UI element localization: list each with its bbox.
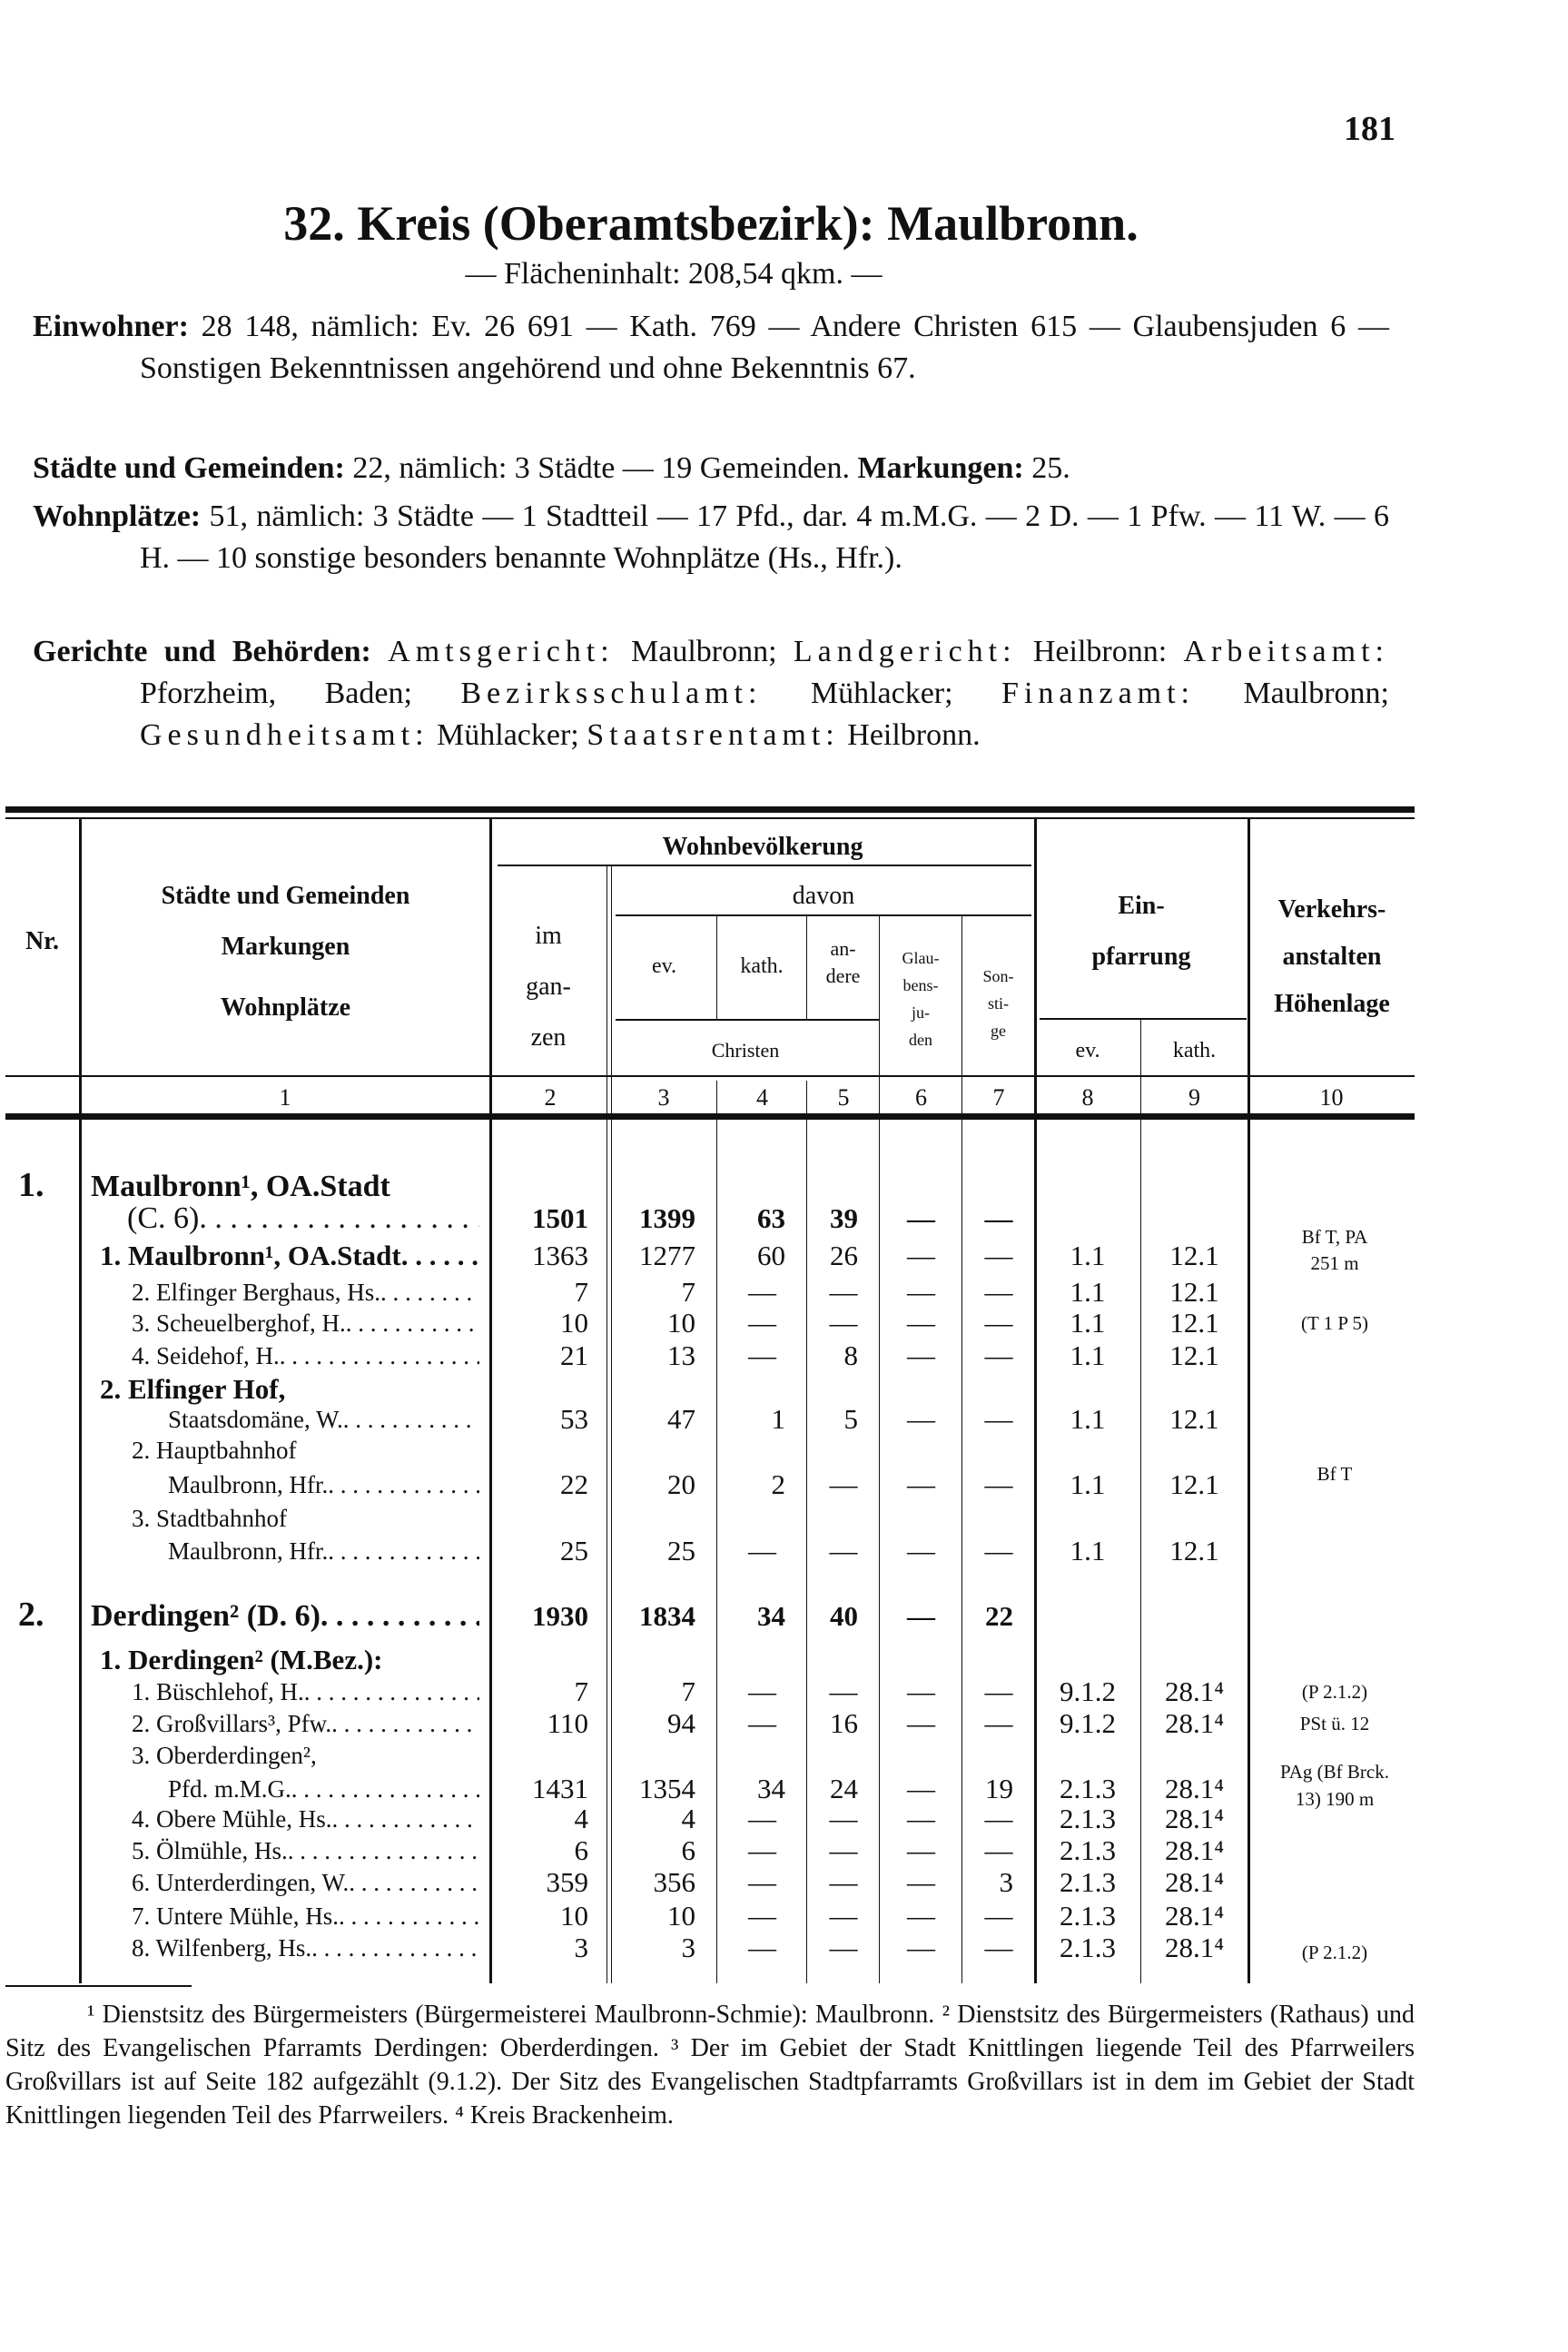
header-thick-rule xyxy=(5,1113,1415,1120)
cell-col-5: — xyxy=(829,1834,858,1866)
cell-col-3: 10 xyxy=(667,1900,695,1932)
verkehr-note: 13) 190 m xyxy=(1295,1788,1375,1810)
row-name xyxy=(132,1739,479,1772)
row-name xyxy=(132,1675,479,1708)
cell-col-7: 22 xyxy=(985,1600,1013,1632)
cell-col-9: 28.1⁴ xyxy=(1164,1932,1225,1963)
cell-col-5: 40 xyxy=(830,1600,858,1632)
cell-col-4: 34 xyxy=(757,1773,785,1804)
cell-col-7: — xyxy=(984,1707,1013,1739)
cell-col-8: 1.1 xyxy=(1070,1276,1106,1308)
dot-leader xyxy=(304,1675,479,1708)
header-wohnbevoelkerung: Wohnbevölkerung xyxy=(662,833,863,861)
row-name xyxy=(132,1866,479,1899)
column-number: 7 xyxy=(992,1084,1005,1111)
cell-col-2: 22 xyxy=(560,1468,588,1500)
column-number: 10 xyxy=(1319,1084,1344,1111)
cell-col-3: 1399 xyxy=(639,1202,695,1234)
dot-leader xyxy=(343,1403,479,1436)
dot-leader xyxy=(288,1834,479,1867)
cell-col-4: — xyxy=(748,1535,776,1566)
header-wohnplaetze: Wohnplätze xyxy=(220,993,351,1022)
cell-col-4: — xyxy=(748,1900,776,1932)
header-einpfarrung xyxy=(1035,881,1247,983)
cell-col-8: 1.1 xyxy=(1070,1240,1106,1271)
header-line: Glau- xyxy=(902,949,940,967)
cell-col-8: 1.1 xyxy=(1070,1535,1106,1566)
cell-col-4: 2 xyxy=(771,1468,785,1500)
header-markungen: Markungen xyxy=(221,933,350,961)
verkehr-note: Bf T, PA xyxy=(1301,1226,1368,1248)
staedte-paragraph xyxy=(33,448,1389,489)
cell-col-9: 28.1⁴ xyxy=(1164,1773,1225,1804)
row-name-text: 4. Seidehof, H. xyxy=(132,1342,280,1369)
row-name xyxy=(168,1535,479,1567)
header-line: zen xyxy=(530,1023,567,1052)
cell-col-9: 12.1 xyxy=(1169,1339,1219,1371)
cell-col-9: 28.1⁴ xyxy=(1164,1866,1225,1898)
row-number: 2. xyxy=(18,1596,44,1634)
header-glaubensjuden xyxy=(880,944,962,1053)
row-name xyxy=(132,1803,479,1835)
cell-col-4: 1 xyxy=(771,1403,785,1435)
cell-col-5: 5 xyxy=(843,1403,858,1435)
header-line: ge xyxy=(991,1022,1006,1040)
row-name-text: 7. Untere Mühle, Hs. xyxy=(132,1902,339,1930)
cell-col-4: — xyxy=(748,1834,776,1866)
cell-col-8: 1.1 xyxy=(1070,1403,1106,1435)
office-name: Gesundheitsamt: xyxy=(140,718,429,752)
verkehr-note: PSt ü. 12 xyxy=(1299,1713,1370,1734)
cell-col-5: — xyxy=(829,1866,858,1898)
header-nr: Nr. xyxy=(25,927,60,955)
header-line: Ein- xyxy=(1118,892,1165,920)
cell-col-6: — xyxy=(907,1900,935,1932)
wohnplaetze-paragraph xyxy=(33,496,1389,579)
dot-leader xyxy=(380,1276,479,1309)
cell-col-9: 28.1⁴ xyxy=(1164,1803,1225,1834)
column-number: 6 xyxy=(915,1084,927,1111)
office-name: Staatsrentamt: xyxy=(587,718,840,752)
header-staedte: Städte und Gemeinden xyxy=(161,882,410,910)
cell-col-7: — xyxy=(984,1932,1013,1963)
column-number: 9 xyxy=(1188,1084,1200,1111)
row-name xyxy=(132,1900,479,1932)
wohnbev-rule xyxy=(498,865,1031,866)
cell-col-2: 359 xyxy=(546,1866,588,1898)
verkehr-note: 251 m xyxy=(1310,1252,1359,1274)
row-name-text: 4. Obere Mühle, Hs. xyxy=(132,1805,332,1833)
cell-col-6: — xyxy=(907,1535,935,1566)
cell-col-2: 53 xyxy=(560,1403,588,1435)
row-name xyxy=(132,1707,479,1740)
cell-col-8: 2.1.3 xyxy=(1060,1900,1116,1932)
cell-col-4: 63 xyxy=(757,1202,785,1234)
header-im-ganzen xyxy=(490,911,606,1063)
column-number: 3 xyxy=(657,1084,670,1111)
cell-col-7: — xyxy=(984,1240,1013,1271)
row-name-text: Staatsdomäne, W. xyxy=(168,1406,343,1433)
row-name xyxy=(100,1644,479,1676)
cell-col-9: 12.1 xyxy=(1169,1307,1219,1339)
row-name xyxy=(132,1834,479,1867)
row-name xyxy=(100,1240,479,1272)
header-andere xyxy=(807,935,879,990)
cell-col-2: 1930 xyxy=(532,1600,588,1632)
row-name-text: 5. Ölmühle, Hs. xyxy=(132,1837,288,1864)
page-number: 181 xyxy=(1344,110,1395,148)
cell-col-6: — xyxy=(907,1932,935,1963)
gerichte-label: Gerichte und Behörden: xyxy=(33,635,371,668)
cell-col-3: 13 xyxy=(667,1339,695,1371)
row-name-text: 1. Derdingen² (M.Bez.): xyxy=(100,1644,383,1675)
cell-col-2: 10 xyxy=(560,1900,588,1932)
header-line: im xyxy=(535,922,562,950)
cell-col-7: — xyxy=(984,1307,1013,1339)
cell-col-8: 2.1.3 xyxy=(1060,1834,1116,1866)
row-name-text: Maulbronn, Hfr. xyxy=(168,1537,329,1565)
cell-col-6: — xyxy=(907,1600,935,1632)
christen-rule xyxy=(616,1019,879,1021)
dot-leader xyxy=(349,1866,479,1899)
cell-col-5: — xyxy=(829,1803,858,1834)
cell-col-7: — xyxy=(984,1803,1013,1834)
row-name xyxy=(168,1773,479,1805)
office-place: Pforzheim, Baden; xyxy=(140,677,461,710)
column-number: 8 xyxy=(1081,1084,1094,1111)
einwohner-paragraph xyxy=(33,306,1389,390)
verkehr-note: Bf T xyxy=(1317,1463,1353,1485)
cell-col-6: — xyxy=(907,1468,935,1500)
cell-col-2: 1363 xyxy=(532,1240,588,1271)
row-name-text: 3. Stadtbahnhof xyxy=(132,1505,287,1532)
row-name xyxy=(168,1403,479,1436)
column-number: 4 xyxy=(756,1084,768,1111)
cell-col-2: 4 xyxy=(574,1803,588,1834)
cell-col-9: 12.1 xyxy=(1169,1535,1219,1566)
cell-col-4: 60 xyxy=(757,1240,785,1271)
dot-leader xyxy=(199,1202,479,1235)
office-place: Maulbronn; xyxy=(614,635,794,668)
row-name xyxy=(127,1202,479,1235)
markungen-label: Markungen: xyxy=(857,451,1024,485)
row-name-text: Derdingen² (D. 6) xyxy=(91,1600,321,1633)
header-einpf-ev: ev. xyxy=(1075,1039,1100,1062)
cell-col-4: — xyxy=(748,1866,776,1898)
row-name-text: Maulbronn¹, OA.Stadt xyxy=(91,1171,390,1203)
cell-col-9: 12.1 xyxy=(1169,1240,1219,1271)
row-name-text: 3. Oberderdingen², xyxy=(132,1742,317,1769)
cell-col-3: 4 xyxy=(681,1803,695,1834)
cell-col-6: — xyxy=(907,1866,935,1898)
footnotes: ¹ Dienstsitz des Bürgermeisters (Bürgermeisterei Maulbronn-Schmie): Maulbronn. ² Dienstsitz des Bürgermeisters (Rathaus) und Sitz des Evangelischen Pfarramts Derdingen: Oberderdingen. ³ Der im Gebiet der Stadt Knittlingen liegende Teil des Pfarrweilers Großvillars ist auf Seite 182 aufgezählt (9.1.2). Der Sitz des Evangelischen Stadtpfarramts Großvillars ist in dem im Gebiet der Stadt Knittlingen liegenden Teil des Pfarrweilers. ⁴ Kreis Brackenheim. xyxy=(5,2001,1415,2130)
footnote-rule xyxy=(5,1985,192,1987)
cell-col-5: — xyxy=(829,1535,858,1566)
wohnplaetze-text: 51, nämlich: 3 Städte — 1 Stadtteil — 17 Pfd., dar. 4 m.M.G. — 2 D. — 1 Pfw. — 11 W. — 6 H. — 10 sonstige besonders benannte Wohnplätze (Hs., Hfr.). xyxy=(140,499,1389,575)
cell-col-5: 16 xyxy=(830,1707,858,1739)
header-line: pfarrung xyxy=(1091,943,1191,971)
cell-col-2: 6 xyxy=(574,1834,588,1866)
page-title: 32. Kreis (Oberamtsbezirk): Maulbronn. xyxy=(283,196,1139,251)
cell-col-7: — xyxy=(984,1900,1013,1932)
cell-col-9: 28.1⁴ xyxy=(1164,1900,1225,1932)
office-place: Mühlacker; xyxy=(762,677,1002,710)
header-bottom-rule xyxy=(5,1075,1415,1077)
cell-col-6: — xyxy=(907,1339,935,1371)
dot-leader xyxy=(401,1240,479,1272)
gerichte-paragraph xyxy=(33,631,1389,756)
cell-col-5: 39 xyxy=(830,1202,858,1234)
office-name: Landgericht: xyxy=(793,635,1017,668)
row-name-text: 3. Scheuelberghof, H. xyxy=(132,1309,346,1337)
dot-leader xyxy=(331,1707,479,1740)
cell-col-6: — xyxy=(907,1707,935,1739)
column-number: 1 xyxy=(279,1084,291,1111)
cell-col-2: 1501 xyxy=(532,1202,588,1234)
verkehr-note: (P 2.1.2) xyxy=(1301,1681,1368,1703)
office-name: Amtsgericht: xyxy=(388,635,615,668)
cell-col-4: — xyxy=(748,1932,776,1963)
cell-col-7: — xyxy=(984,1834,1013,1866)
office-place: Mühlacker; xyxy=(429,718,587,752)
davon-rule xyxy=(616,914,1031,916)
cell-col-9: 28.1⁴ xyxy=(1164,1834,1225,1866)
row-name xyxy=(100,1373,479,1406)
cell-col-9: 28.1⁴ xyxy=(1164,1675,1225,1707)
wohnplaetze-label: Wohnplätze: xyxy=(33,499,202,533)
cell-col-2: 7 xyxy=(574,1675,588,1707)
cell-col-7: 19 xyxy=(985,1773,1013,1804)
header-ev: ev. xyxy=(651,954,677,978)
cell-col-8: 2.1.3 xyxy=(1060,1773,1116,1804)
cell-col-6: — xyxy=(907,1202,935,1234)
row-name-text: 2. Elfinger Hof, xyxy=(100,1373,286,1405)
cell-col-7: — xyxy=(984,1202,1013,1234)
cell-col-3: 6 xyxy=(681,1834,695,1866)
cell-col-8: 2.1.3 xyxy=(1060,1866,1116,1898)
cell-col-8: 9.1.2 xyxy=(1060,1707,1116,1739)
row-name-text: 1. Büschlehof, H. xyxy=(132,1678,304,1705)
cell-col-4: 34 xyxy=(757,1600,785,1632)
office-name: Bezirksschulamt: xyxy=(460,677,763,710)
cell-col-3: 1277 xyxy=(639,1240,695,1271)
cell-col-3: 94 xyxy=(667,1707,695,1739)
cell-col-6: — xyxy=(907,1307,935,1339)
verkehr-note: (T 1 P 5) xyxy=(1300,1312,1369,1334)
cell-col-3: 1834 xyxy=(639,1600,695,1632)
area-subtitle: — Flächeninhalt: 208,54 qkm. — xyxy=(465,257,883,291)
row-name xyxy=(91,1600,479,1633)
table-top-rule xyxy=(5,806,1415,813)
cell-col-9: 12.1 xyxy=(1169,1403,1219,1435)
cell-col-5: 8 xyxy=(843,1339,858,1371)
row-name xyxy=(168,1468,479,1501)
cell-col-3: 3 xyxy=(681,1932,695,1963)
cell-col-2: 3 xyxy=(574,1932,588,1963)
cell-col-5: 24 xyxy=(830,1773,858,1804)
cell-col-3: 20 xyxy=(667,1468,695,1500)
header-line: ju- xyxy=(912,1003,930,1022)
cell-col-3: 10 xyxy=(667,1307,695,1339)
markungen-text: 25. xyxy=(1023,451,1070,485)
cell-col-4: — xyxy=(748,1276,776,1308)
office-name: Arbeitsamt: xyxy=(1183,635,1389,668)
header-line: gan- xyxy=(526,973,571,1001)
verkehr-note: PAg (Bf Brck. xyxy=(1280,1761,1389,1783)
cell-col-2: 21 xyxy=(560,1339,588,1371)
cell-col-6: — xyxy=(907,1834,935,1866)
dot-leader xyxy=(311,1932,479,1964)
header-line: Verkehrs- xyxy=(1277,895,1386,924)
row-name-text: 8. Wilfenberg, Hs. xyxy=(132,1934,312,1962)
cell-col-5: — xyxy=(829,1276,858,1308)
cell-col-5: 26 xyxy=(830,1240,858,1271)
header-einpf-kath: kath. xyxy=(1172,1039,1217,1062)
cell-col-3: 1354 xyxy=(639,1773,695,1804)
cell-col-2: 7 xyxy=(574,1276,588,1308)
header-verkehr xyxy=(1249,886,1415,1028)
einpfarrung-rule xyxy=(1040,1018,1247,1020)
office-place: Heilbronn: xyxy=(1016,635,1184,668)
row-name-text: 1. Maulbronn¹, OA.Stadt xyxy=(100,1240,401,1271)
row-name xyxy=(132,1434,479,1467)
einwohner-text: 28 148, nämlich: Ev. 26 691 — Kath. 769 — Andere Christen 615 — Glaubensjuden 6 — Sonstigen Bekenntnissen angehörend und ohne Bekenntnis 67. xyxy=(140,310,1389,385)
cell-col-5: — xyxy=(829,1307,858,1339)
cell-col-7: — xyxy=(984,1535,1013,1566)
row-name-text: 2. Hauptbahnhof xyxy=(132,1437,297,1464)
row-name xyxy=(132,1276,479,1309)
dot-leader xyxy=(280,1339,479,1372)
cell-col-9: 12.1 xyxy=(1169,1276,1219,1308)
header-line: anstalten xyxy=(1282,943,1382,971)
dot-leader xyxy=(346,1307,479,1339)
header-kath: kath. xyxy=(740,954,784,978)
cell-col-2: 25 xyxy=(560,1535,588,1566)
row-name xyxy=(91,1171,479,1203)
cell-col-6: — xyxy=(907,1276,935,1308)
cell-col-4: — xyxy=(748,1803,776,1834)
cell-col-6: — xyxy=(907,1773,935,1804)
header-line: bens- xyxy=(902,976,939,994)
office-name: Finanzamt: xyxy=(1001,677,1195,710)
dot-leader xyxy=(328,1468,479,1501)
cell-col-8: 1.1 xyxy=(1070,1339,1106,1371)
cell-col-7: — xyxy=(984,1339,1013,1371)
header-line: Son- xyxy=(982,967,1014,985)
cell-col-3: 7 xyxy=(681,1276,695,1308)
header-line: dere xyxy=(825,964,861,987)
cell-col-5: — xyxy=(829,1932,858,1963)
row-name-text: Maulbronn, Hfr. xyxy=(168,1471,329,1498)
cell-col-4: — xyxy=(748,1339,776,1371)
cell-col-8: 9.1.2 xyxy=(1060,1675,1116,1707)
cell-col-3: 47 xyxy=(667,1403,695,1435)
cell-col-9: 28.1⁴ xyxy=(1164,1707,1225,1739)
cell-col-3: 25 xyxy=(667,1535,695,1566)
cell-col-6: — xyxy=(907,1803,935,1834)
cell-col-4: — xyxy=(748,1307,776,1339)
header-sonstige xyxy=(962,963,1034,1044)
cell-col-2: 10 xyxy=(560,1307,588,1339)
cell-col-5: — xyxy=(829,1900,858,1932)
header-christen: Christen xyxy=(711,1039,780,1062)
row-number: 1. xyxy=(18,1166,44,1204)
cell-col-8: 2.1.3 xyxy=(1060,1803,1116,1834)
column-number: 5 xyxy=(837,1084,850,1111)
row-name xyxy=(132,1339,479,1372)
dot-leader xyxy=(328,1535,479,1567)
cell-col-5: — xyxy=(829,1675,858,1707)
cell-col-3: 356 xyxy=(653,1866,695,1898)
header-line: Höhenlage xyxy=(1274,990,1390,1018)
cell-col-8: 1.1 xyxy=(1070,1307,1106,1339)
dot-leader xyxy=(331,1803,479,1835)
staedte-text: 22, nämlich: 3 Städte — 19 Gemeinden. xyxy=(344,451,858,485)
row-name-text: 2. Großvillars³, Pfw. xyxy=(132,1710,332,1737)
cell-col-3: 7 xyxy=(681,1675,695,1707)
cell-col-7: 3 xyxy=(999,1866,1013,1898)
staedte-label: Städte und Gemeinden: xyxy=(33,451,345,485)
dot-leader xyxy=(321,1600,479,1633)
header-line: den xyxy=(909,1031,932,1049)
row-name xyxy=(132,1932,479,1964)
cell-col-4: — xyxy=(748,1675,776,1707)
cell-col-7: — xyxy=(984,1403,1013,1435)
dot-leader xyxy=(339,1900,479,1932)
cell-col-6: — xyxy=(907,1240,935,1271)
office-place: Maulbronn; xyxy=(1195,677,1389,710)
header-line: sti- xyxy=(987,994,1009,1013)
column-number: 2 xyxy=(544,1084,557,1111)
header-davon: davon xyxy=(792,882,855,910)
row-name xyxy=(132,1307,479,1339)
cell-col-2: 1431 xyxy=(532,1773,588,1804)
header-line: an- xyxy=(830,937,856,960)
cell-col-4: — xyxy=(748,1707,776,1739)
col-divider xyxy=(606,865,607,1983)
cell-col-8: 1.1 xyxy=(1070,1468,1106,1500)
cell-col-6: — xyxy=(907,1675,935,1707)
row-name-text: Pfd. m.M.G. xyxy=(168,1775,291,1803)
cell-col-5: — xyxy=(829,1468,858,1500)
cell-col-6: — xyxy=(907,1403,935,1435)
cell-col-2: 110 xyxy=(547,1707,588,1739)
cell-col-8: 2.1.3 xyxy=(1060,1932,1116,1963)
einwohner-label: Einwohner: xyxy=(33,310,189,343)
cell-col-7: — xyxy=(984,1675,1013,1707)
row-name xyxy=(132,1502,479,1535)
office-place: Heilbronn. xyxy=(839,718,981,752)
dot-leader xyxy=(291,1773,479,1805)
cell-col-9: 12.1 xyxy=(1169,1468,1219,1500)
cell-col-7: — xyxy=(984,1276,1013,1308)
row-name-text: 2. Elfinger Berghaus, Hs. xyxy=(132,1279,380,1306)
row-name-text: (C. 6) xyxy=(127,1202,200,1235)
cell-col-7: — xyxy=(984,1468,1013,1500)
row-name-text: 6. Unterderdingen, W. xyxy=(132,1869,350,1896)
table-top-thin-rule xyxy=(5,817,1415,819)
verkehr-note: (P 2.1.2) xyxy=(1301,1942,1368,1963)
